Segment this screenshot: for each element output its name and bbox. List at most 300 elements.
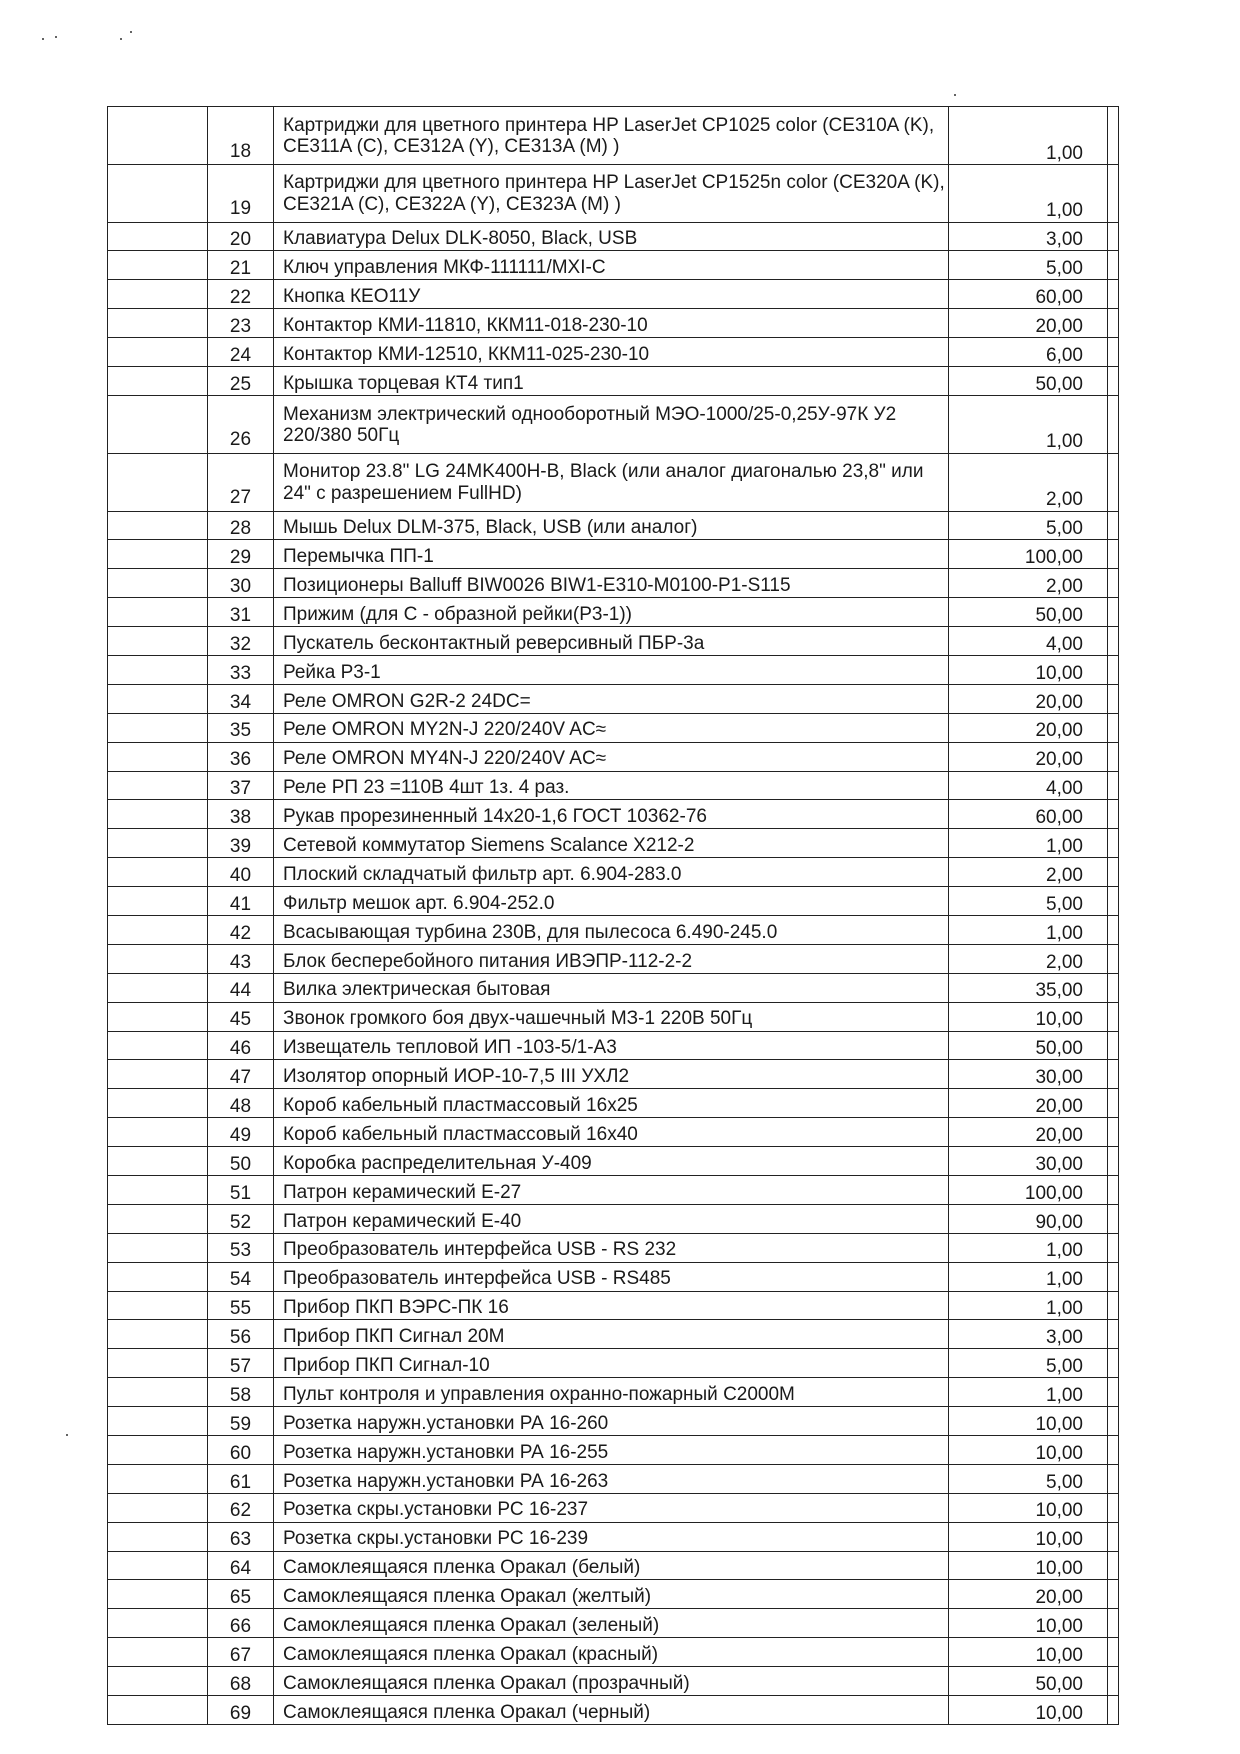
end-cell: [1108, 222, 1119, 251]
blank-cell: [108, 1118, 208, 1147]
item-name: Самоклеящаяся пленка Оракал (прозрачный): [274, 1667, 949, 1696]
items-table-body: [108, 107, 1119, 1725]
end-cell: [1108, 944, 1119, 973]
item-name: Прибор ПКП Сигнал-10: [274, 1349, 949, 1378]
end-cell: [1108, 655, 1119, 684]
row-number: 37: [208, 771, 274, 800]
end-cell: [1108, 916, 1119, 945]
end-cell: [1108, 887, 1119, 916]
item-quantity: 10,00: [949, 1436, 1108, 1465]
item-quantity: 5,00: [949, 1349, 1108, 1378]
table-row: [108, 1147, 1119, 1176]
item-quantity: 2,00: [949, 453, 1108, 511]
item-quantity: 20,00: [949, 713, 1108, 742]
row-number: 55: [208, 1291, 274, 1320]
item-name: Короб кабельный пластмассовый 16х25: [274, 1089, 949, 1118]
item-name: Позиционеры Balluff BIW0026 BIW1-E310-M0100-P1-S115: [274, 569, 949, 598]
table-row: [108, 1262, 1119, 1291]
item-quantity: 2,00: [949, 569, 1108, 598]
item-quantity: 10,00: [949, 1551, 1108, 1580]
item-name: Звонок громкого боя двух-чашечный МЗ-1 220В 50Гц: [274, 1002, 949, 1031]
end-cell: [1108, 742, 1119, 771]
item-quantity: 30,00: [949, 1060, 1108, 1089]
blank-cell: [108, 1349, 208, 1378]
item-quantity: 100,00: [949, 1176, 1108, 1205]
item-name: Коробка распределительная У-409: [274, 1147, 949, 1176]
item-quantity: 10,00: [949, 1609, 1108, 1638]
item-quantity: 20,00: [949, 1089, 1108, 1118]
row-number: 49: [208, 1118, 274, 1147]
item-quantity: 20,00: [949, 742, 1108, 771]
blank-cell: [108, 1638, 208, 1667]
end-cell: [1108, 598, 1119, 627]
row-number: 60: [208, 1436, 274, 1465]
item-name: Самоклеящаяся пленка Оракал (белый): [274, 1551, 949, 1580]
end-cell: [1108, 1089, 1119, 1118]
item-name: Реле РП 23 =110В 4шт 1з. 4 раз.: [274, 771, 949, 800]
table-row: [108, 655, 1119, 684]
table-row: [108, 164, 1119, 222]
blank-cell: [108, 1407, 208, 1436]
end-cell: [1108, 1551, 1119, 1580]
end-cell: [1108, 1696, 1119, 1725]
item-quantity: 1,00: [949, 1378, 1108, 1407]
row-number: 66: [208, 1609, 274, 1638]
end-cell: [1108, 1031, 1119, 1060]
end-cell: [1108, 1407, 1119, 1436]
blank-cell: [108, 1060, 208, 1089]
blank-cell: [108, 742, 208, 771]
blank-cell: [108, 367, 208, 396]
table-row: [108, 453, 1119, 511]
blank-cell: [108, 1147, 208, 1176]
row-number: 58: [208, 1378, 274, 1407]
blank-cell: [108, 1089, 208, 1118]
end-cell: [1108, 395, 1119, 453]
row-number: 41: [208, 887, 274, 916]
item-name: Прибор ПКП ВЭРС-ПК 16: [274, 1291, 949, 1320]
blank-cell: [108, 1176, 208, 1205]
blank-cell: [108, 107, 208, 165]
end-cell: [1108, 1609, 1119, 1638]
end-cell: [1108, 453, 1119, 511]
row-number: 22: [208, 280, 274, 309]
row-number: 28: [208, 511, 274, 540]
item-name: Клавиатура Delux DLK-8050, Black, USB: [274, 222, 949, 251]
blank-cell: [108, 1204, 208, 1233]
table-row: [108, 771, 1119, 800]
row-number: 31: [208, 598, 274, 627]
item-name: Крышка торцевая КТ4 тип1: [274, 367, 949, 396]
table-row: [108, 684, 1119, 713]
blank-cell: [108, 944, 208, 973]
item-name: Прижим (для С - образной рейки(Р3-1)): [274, 598, 949, 627]
end-cell: [1108, 251, 1119, 280]
item-quantity: 20,00: [949, 1118, 1108, 1147]
blank-cell: [108, 1378, 208, 1407]
item-name: Самоклеящаяся пленка Оракал (черный): [274, 1696, 949, 1725]
item-name: Мышь Delux DLM-375, Black, USB (или аналог): [274, 511, 949, 540]
table-row: [108, 511, 1119, 540]
end-cell: [1108, 1522, 1119, 1551]
item-name: Короб кабельный пластмассовый 16х40: [274, 1118, 949, 1147]
row-number: 39: [208, 829, 274, 858]
end-cell: [1108, 829, 1119, 858]
end-cell: [1108, 627, 1119, 656]
row-number: 54: [208, 1262, 274, 1291]
item-name: Самоклеящаяся пленка Оракал (зеленый): [274, 1609, 949, 1638]
item-name: Розетка скры.установки РС 16-237: [274, 1493, 949, 1522]
item-name: Блок бесперебойного питания ИВЭПР-112-2-2: [274, 944, 949, 973]
item-name: Розетка наружн.установки РА 16-260: [274, 1407, 949, 1436]
item-name: Самоклеящаяся пленка Оракал (желтый): [274, 1580, 949, 1609]
end-cell: [1108, 1464, 1119, 1493]
item-quantity: 90,00: [949, 1204, 1108, 1233]
item-name: Патрон керамический Е-40: [274, 1204, 949, 1233]
table-row: [108, 1551, 1119, 1580]
table-row: [108, 1118, 1119, 1147]
item-name: Розетка наружн.установки РА 16-255: [274, 1436, 949, 1465]
blank-cell: [108, 1320, 208, 1349]
row-number: 21: [208, 251, 274, 280]
end-cell: [1108, 771, 1119, 800]
item-quantity: 2,00: [949, 858, 1108, 887]
blank-cell: [108, 916, 208, 945]
blank-cell: [108, 829, 208, 858]
table-row: [108, 1031, 1119, 1060]
item-quantity: 3,00: [949, 1320, 1108, 1349]
end-cell: [1108, 1118, 1119, 1147]
table-row: [108, 309, 1119, 338]
item-quantity: 1,00: [949, 395, 1108, 453]
item-name: Прибор ПКП Сигнал 20М: [274, 1320, 949, 1349]
row-number: 25: [208, 367, 274, 396]
blank-cell: [108, 338, 208, 367]
end-cell: [1108, 973, 1119, 1002]
item-quantity: 10,00: [949, 1493, 1108, 1522]
item-quantity: 50,00: [949, 367, 1108, 396]
blank-cell: [108, 1262, 208, 1291]
end-cell: [1108, 309, 1119, 338]
item-quantity: 20,00: [949, 1580, 1108, 1609]
row-number: 24: [208, 338, 274, 367]
blank-cell: [108, 655, 208, 684]
row-number: 23: [208, 309, 274, 338]
item-quantity: 50,00: [949, 598, 1108, 627]
end-cell: [1108, 1580, 1119, 1609]
item-name: Контактор КМИ-11810, ККМ11-018-230-10: [274, 309, 949, 338]
row-number: 26: [208, 395, 274, 453]
table-row: [108, 338, 1119, 367]
item-name: Ключ управления МКФ-111111/MXI-C: [274, 251, 949, 280]
item-name: Реле OMRON MY2N-J 220/240V AC≈: [274, 713, 949, 742]
table-row: [108, 973, 1119, 1002]
row-number: 35: [208, 713, 274, 742]
end-cell: [1108, 1204, 1119, 1233]
table-row: [108, 1320, 1119, 1349]
blank-cell: [108, 540, 208, 569]
table-row: [108, 540, 1119, 569]
item-name: Извещатель тепловой ИП -103-5/1-А3: [274, 1031, 949, 1060]
end-cell: [1108, 540, 1119, 569]
blank-cell: [108, 1522, 208, 1551]
item-quantity: 20,00: [949, 684, 1108, 713]
item-quantity: 3,00: [949, 222, 1108, 251]
items-table: [107, 106, 1119, 1725]
blank-cell: [108, 973, 208, 1002]
table-row: [108, 107, 1119, 165]
table-row: [108, 742, 1119, 771]
item-name: Всасывающая турбина 230В, для пылесоса 6.490-245.0: [274, 916, 949, 945]
row-number: 52: [208, 1204, 274, 1233]
end-cell: [1108, 164, 1119, 222]
row-number: 32: [208, 627, 274, 656]
blank-cell: [108, 395, 208, 453]
blank-cell: [108, 251, 208, 280]
row-number: 45: [208, 1002, 274, 1031]
blank-cell: [108, 1493, 208, 1522]
row-number: 57: [208, 1349, 274, 1378]
blank-cell: [108, 1002, 208, 1031]
item-quantity: 1,00: [949, 1291, 1108, 1320]
item-name: Реле OMRON G2R-2 24DC=: [274, 684, 949, 713]
end-cell: [1108, 1262, 1119, 1291]
table-row: [108, 1176, 1119, 1205]
item-quantity: 5,00: [949, 1464, 1108, 1493]
item-quantity: 10,00: [949, 655, 1108, 684]
item-name: Кнопка КЕО11У: [274, 280, 949, 309]
table-row: [108, 569, 1119, 598]
blank-cell: [108, 684, 208, 713]
item-name: Картриджи для цветного принтера HP LaserJet CP1025 color (CE310A (K), CE311A (C), CE312A (Y), CE313A (M) ): [274, 107, 949, 165]
row-number: 44: [208, 973, 274, 1002]
blank-cell: [108, 1436, 208, 1465]
row-number: 18: [208, 107, 274, 165]
row-number: 34: [208, 684, 274, 713]
row-number: 53: [208, 1233, 274, 1262]
row-number: 36: [208, 742, 274, 771]
item-quantity: 50,00: [949, 1667, 1108, 1696]
end-cell: [1108, 1667, 1119, 1696]
row-number: 61: [208, 1464, 274, 1493]
end-cell: [1108, 858, 1119, 887]
table-row: [108, 1436, 1119, 1465]
table-row: [108, 1696, 1119, 1725]
item-quantity: 20,00: [949, 309, 1108, 338]
blank-cell: [108, 627, 208, 656]
table-row: [108, 944, 1119, 973]
blank-cell: [108, 1696, 208, 1725]
blank-cell: [108, 1464, 208, 1493]
item-name: Картриджи для цветного принтера HP LaserJet CP1525n color (CE320A (K), CE321A (C), CE322A (Y), CE323A (M) ): [274, 164, 949, 222]
end-cell: [1108, 107, 1119, 165]
table-row: [108, 280, 1119, 309]
table-row: [108, 1522, 1119, 1551]
table-row: [108, 1407, 1119, 1436]
table-row: [108, 1233, 1119, 1262]
row-number: 47: [208, 1060, 274, 1089]
item-name: Пускатель бесконтактный реверсивный ПБР-3а: [274, 627, 949, 656]
blank-cell: [108, 598, 208, 627]
row-number: 20: [208, 222, 274, 251]
row-number: 30: [208, 569, 274, 598]
end-cell: [1108, 1436, 1119, 1465]
row-number: 59: [208, 1407, 274, 1436]
item-quantity: 6,00: [949, 338, 1108, 367]
item-name: Рукав прорезиненный 14х20-1,6 ГОСТ 10362-76: [274, 800, 949, 829]
blank-cell: [108, 771, 208, 800]
blank-cell: [108, 511, 208, 540]
item-quantity: 35,00: [949, 973, 1108, 1002]
row-number: 65: [208, 1580, 274, 1609]
blank-cell: [108, 164, 208, 222]
row-number: 46: [208, 1031, 274, 1060]
blank-cell: [108, 1291, 208, 1320]
item-name: Рейка Р3-1: [274, 655, 949, 684]
item-quantity: 1,00: [949, 916, 1108, 945]
blank-cell: [108, 1667, 208, 1696]
item-quantity: 10,00: [949, 1002, 1108, 1031]
item-quantity: 4,00: [949, 627, 1108, 656]
table-row: [108, 1089, 1119, 1118]
item-name: Вилка электрическая бытовая: [274, 973, 949, 1002]
row-number: 69: [208, 1696, 274, 1725]
table-row: [108, 1493, 1119, 1522]
item-quantity: 30,00: [949, 1147, 1108, 1176]
table-row: [108, 395, 1119, 453]
item-name: Механизм электрический однооборотный МЭО-1000/25-0,25У-97К У2 220/380 50Гц: [274, 395, 949, 453]
item-quantity: 5,00: [949, 511, 1108, 540]
row-number: 62: [208, 1493, 274, 1522]
end-cell: [1108, 684, 1119, 713]
end-cell: [1108, 1002, 1119, 1031]
blank-cell: [108, 309, 208, 338]
end-cell: [1108, 1147, 1119, 1176]
end-cell: [1108, 1060, 1119, 1089]
table-row: [108, 1638, 1119, 1667]
item-name: Розетка наружн.установки РА 16-263: [274, 1464, 949, 1493]
table-row: [108, 887, 1119, 916]
row-number: 33: [208, 655, 274, 684]
table-row: [108, 800, 1119, 829]
end-cell: [1108, 1378, 1119, 1407]
item-name: Изолятор опорный ИОР-10-7,5 III УХЛ2: [274, 1060, 949, 1089]
item-quantity: 1,00: [949, 164, 1108, 222]
item-quantity: 10,00: [949, 1407, 1108, 1436]
item-quantity: 5,00: [949, 887, 1108, 916]
item-quantity: 1,00: [949, 1233, 1108, 1262]
blank-cell: [108, 222, 208, 251]
table-row: [108, 251, 1119, 280]
row-number: 42: [208, 916, 274, 945]
end-cell: [1108, 713, 1119, 742]
row-number: 27: [208, 453, 274, 511]
end-cell: [1108, 1233, 1119, 1262]
row-number: 29: [208, 540, 274, 569]
blank-cell: [108, 453, 208, 511]
blank-cell: [108, 887, 208, 916]
blank-cell: [108, 569, 208, 598]
row-number: 64: [208, 1551, 274, 1580]
blank-cell: [108, 1580, 208, 1609]
item-quantity: 1,00: [949, 829, 1108, 858]
end-cell: [1108, 338, 1119, 367]
item-quantity: 60,00: [949, 800, 1108, 829]
item-quantity: 4,00: [949, 771, 1108, 800]
row-number: 63: [208, 1522, 274, 1551]
item-name: Пульт контроля и управления охранно-пожарный С2000М: [274, 1378, 949, 1407]
table-row: [108, 1002, 1119, 1031]
item-name: Патрон керамический Е-27: [274, 1176, 949, 1205]
end-cell: [1108, 367, 1119, 396]
item-name: Преобразователь интерфейса USB - RS485: [274, 1262, 949, 1291]
end-cell: [1108, 1320, 1119, 1349]
table-row: [108, 1464, 1119, 1493]
item-quantity: 5,00: [949, 251, 1108, 280]
item-name: Плоский складчатый фильтр арт. 6.904-283.0: [274, 858, 949, 887]
row-number: 40: [208, 858, 274, 887]
end-cell: [1108, 280, 1119, 309]
row-number: 67: [208, 1638, 274, 1667]
table-row: [108, 916, 1119, 945]
table-row: [108, 1349, 1119, 1378]
item-quantity: 10,00: [949, 1522, 1108, 1551]
table-row: [108, 1378, 1119, 1407]
row-number: 38: [208, 800, 274, 829]
blank-cell: [108, 1031, 208, 1060]
table-row: [108, 598, 1119, 627]
blank-cell: [108, 713, 208, 742]
item-quantity: 100,00: [949, 540, 1108, 569]
table-row: [108, 1204, 1119, 1233]
item-name: Фильтр мешок арт. 6.904-252.0: [274, 887, 949, 916]
end-cell: [1108, 800, 1119, 829]
table-row: [108, 1291, 1119, 1320]
table-row: [108, 1609, 1119, 1638]
item-name: Реле OMRON MY4N-J 220/240V AC≈: [274, 742, 949, 771]
item-name: Сетевой коммутатор Siemens Scalance X212-2: [274, 829, 949, 858]
row-number: 48: [208, 1089, 274, 1118]
item-name: Преобразователь интерфейса USB - RS 232: [274, 1233, 949, 1262]
item-name: Перемычка ПП-1: [274, 540, 949, 569]
row-number: 51: [208, 1176, 274, 1205]
blank-cell: [108, 858, 208, 887]
item-quantity: 2,00: [949, 944, 1108, 973]
end-cell: [1108, 511, 1119, 540]
item-quantity: 1,00: [949, 1262, 1108, 1291]
table-row: [108, 222, 1119, 251]
table-row: [108, 1580, 1119, 1609]
item-quantity: 10,00: [949, 1696, 1108, 1725]
item-name: Розетка скры.установки РС 16-239: [274, 1522, 949, 1551]
row-number: 68: [208, 1667, 274, 1696]
row-number: 50: [208, 1147, 274, 1176]
item-quantity: 1,00: [949, 107, 1108, 165]
table-row: [108, 713, 1119, 742]
end-cell: [1108, 1349, 1119, 1378]
table-row: [108, 1060, 1119, 1089]
blank-cell: [108, 280, 208, 309]
blank-cell: [108, 1551, 208, 1580]
row-number: 19: [208, 164, 274, 222]
blank-cell: [108, 800, 208, 829]
table-row: [108, 367, 1119, 396]
item-name: Самоклеящаяся пленка Оракал (красный): [274, 1638, 949, 1667]
end-cell: [1108, 1176, 1119, 1205]
table-row: [108, 829, 1119, 858]
end-cell: [1108, 569, 1119, 598]
row-number: 43: [208, 944, 274, 973]
